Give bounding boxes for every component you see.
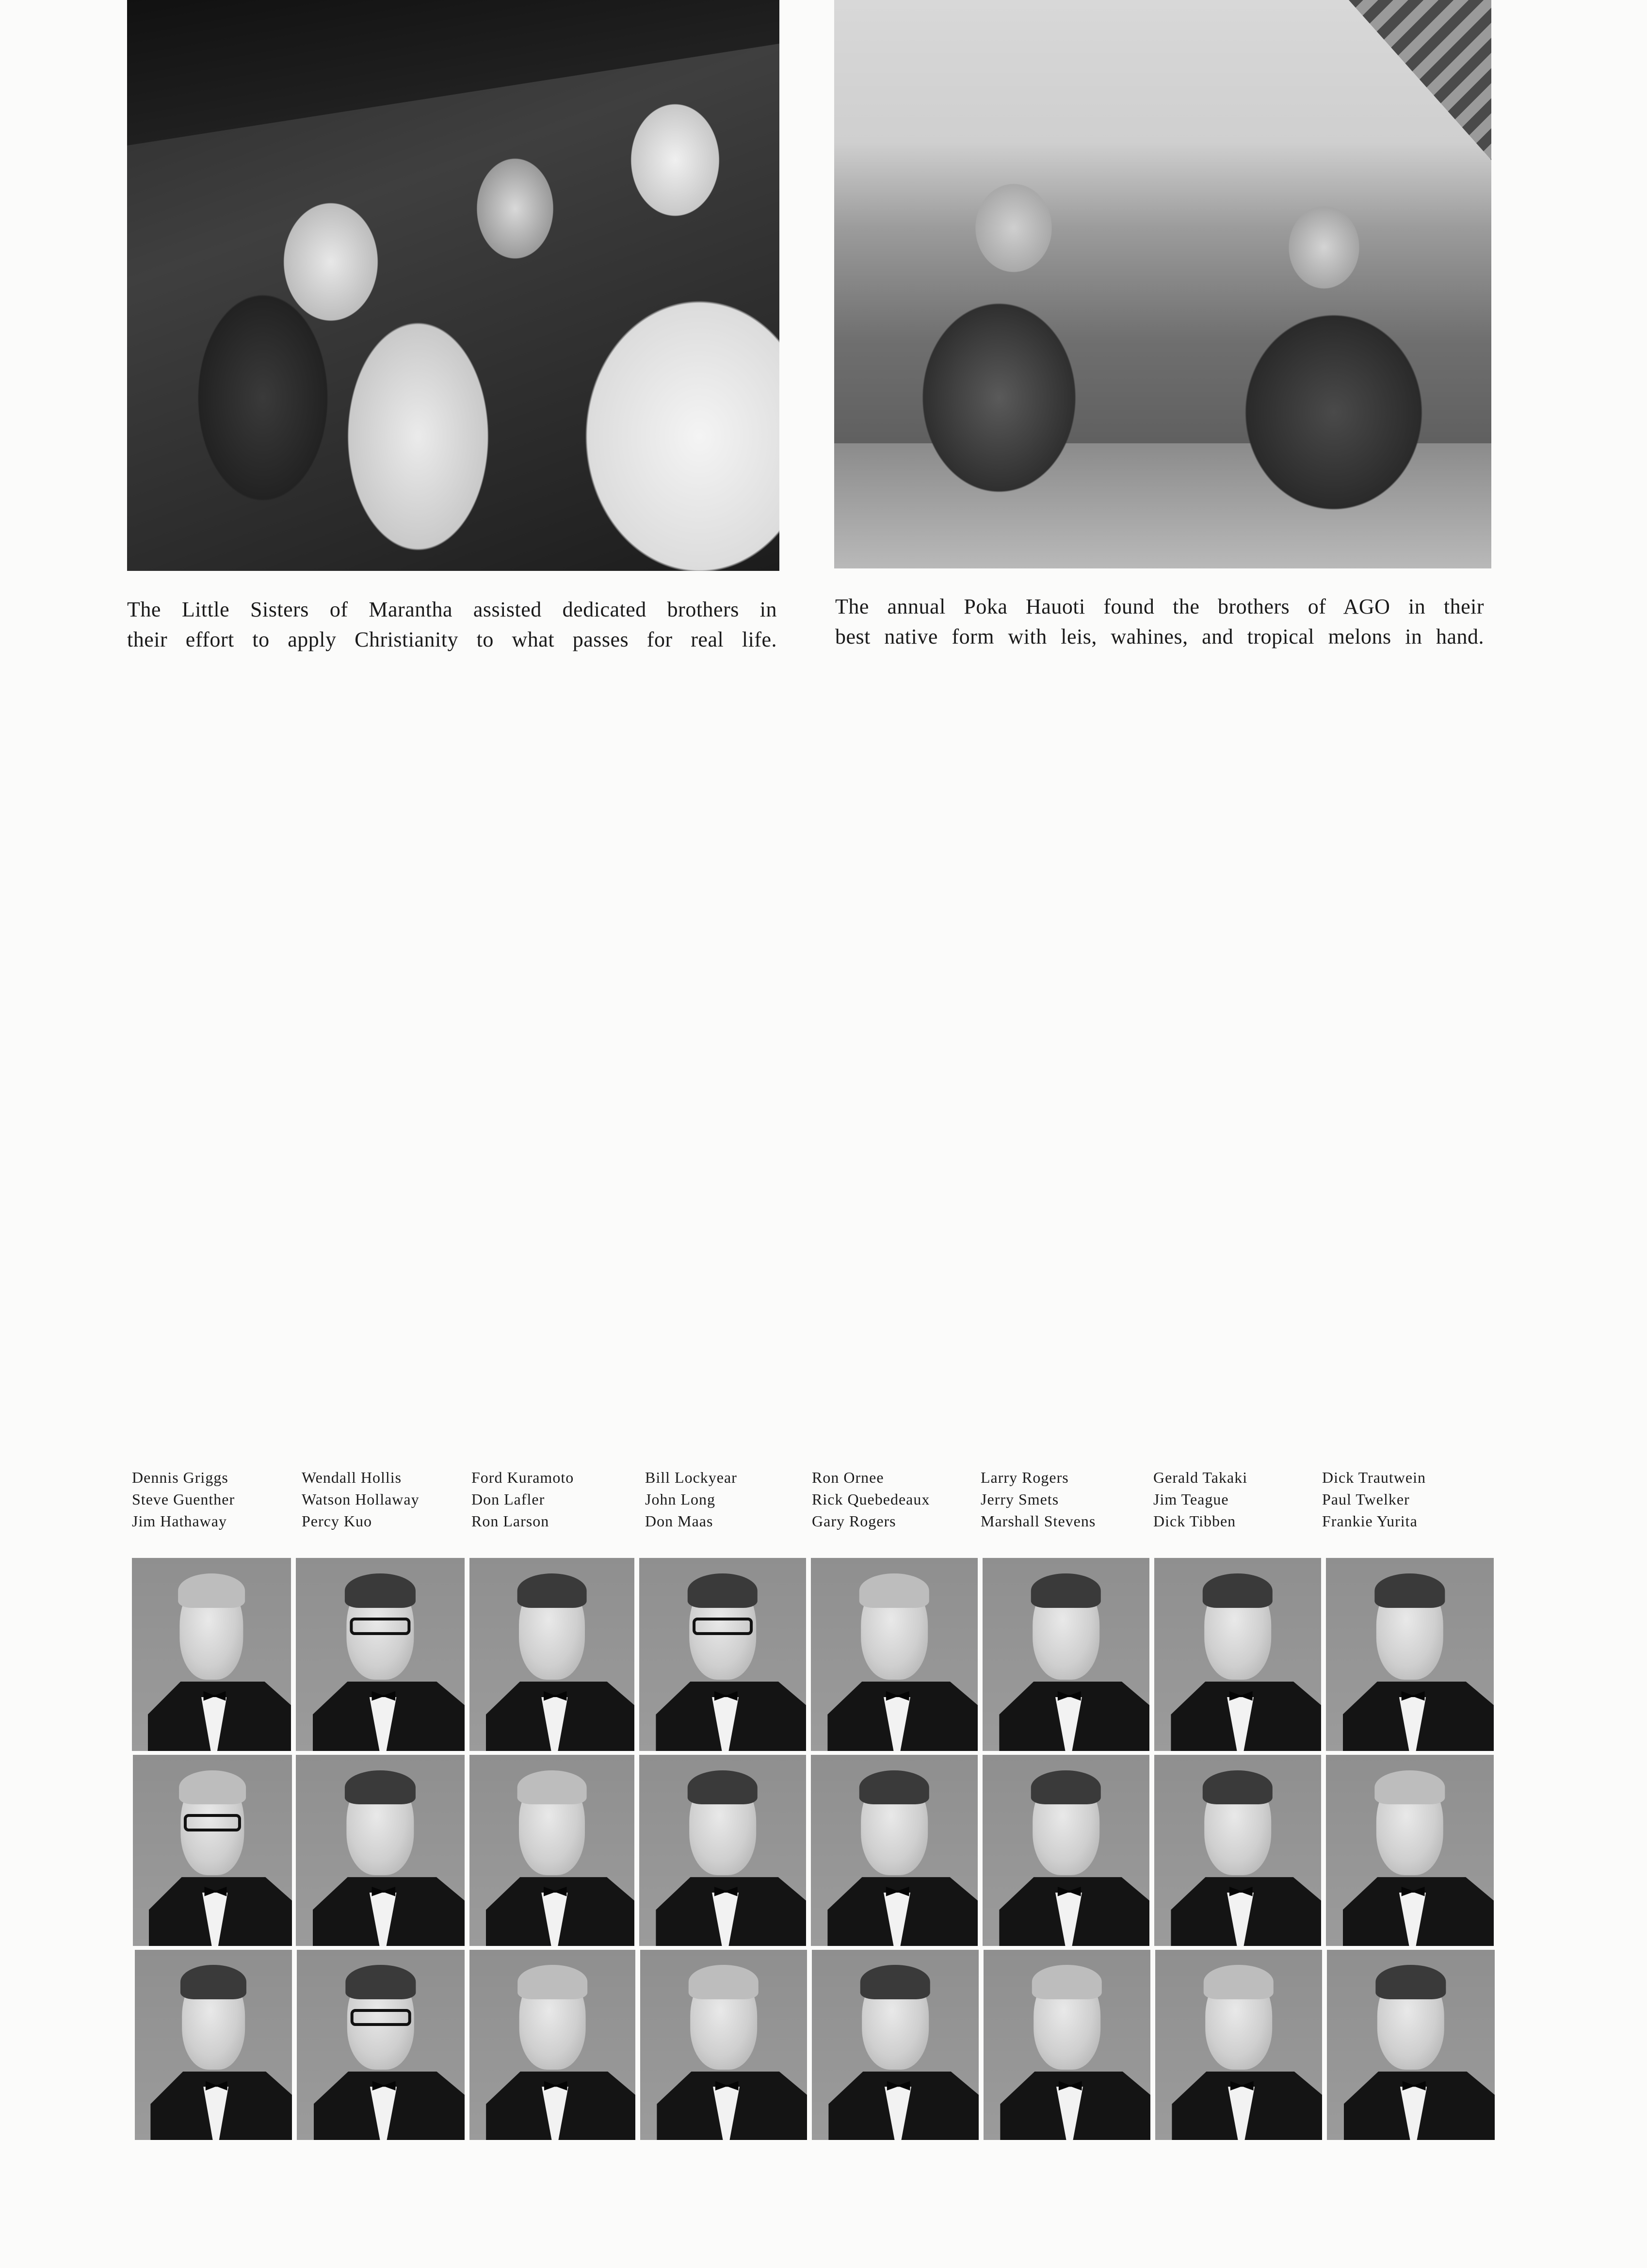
portrait-photo (811, 1558, 978, 1751)
member-name: Dick Tibben (1153, 1512, 1236, 1530)
member-name: Marshall Stevens (981, 1512, 1096, 1530)
portrait-photo (1327, 1950, 1495, 2140)
portrait-photo (1154, 1558, 1321, 1751)
portrait-photo (133, 1755, 292, 1946)
member-name: Don Maas (645, 1512, 713, 1530)
caption-left-line-1: The Little Sisters of Marantha assisted dedicated brothers in (127, 598, 777, 621)
name-column-5 (812, 1467, 930, 1532)
member-name: Gary Rogers (812, 1512, 896, 1530)
portrait-photo (984, 1950, 1150, 2140)
member-name: Bill Lockyear (645, 1469, 737, 1486)
photo-background (127, 0, 779, 146)
name-column-6 (981, 1467, 1096, 1532)
caption-right-line-1: The annual Poka Hauoti found the brothers of AGO in their (835, 595, 1484, 618)
portrait-photo (135, 1950, 292, 2140)
caption-right-line-2: best native form with leis, wahines, and tropical melons in hand. (835, 625, 1484, 648)
member-name: Don Lafler (471, 1490, 545, 1508)
portrait-photo (469, 1558, 634, 1751)
portrait-photo (132, 1558, 291, 1751)
member-name: Ford Kuramoto (471, 1469, 574, 1486)
member-name: Wendall Hollis (302, 1469, 402, 1486)
portrait-photo (296, 1755, 465, 1946)
member-name: Jim Teague (1153, 1490, 1229, 1508)
member-name: Rick Quebedeaux (812, 1490, 930, 1508)
member-name: Watson Hollaway (302, 1490, 420, 1508)
portrait-photo (297, 1950, 465, 2140)
name-column-8 (1322, 1467, 1426, 1532)
caption-left-line-2: their effort to apply Christianity to what passes for real life. (127, 628, 777, 651)
name-column-2 (302, 1467, 420, 1532)
portrait-photo (1154, 1755, 1321, 1946)
portrait-photo (812, 1950, 979, 2140)
member-name: Ron Larson (471, 1512, 549, 1530)
member-name: Paul Twelker (1322, 1490, 1410, 1508)
name-column-4 (645, 1467, 737, 1532)
member-name: Frankie Yurita (1322, 1512, 1418, 1530)
member-name: Jerry Smets (981, 1490, 1059, 1508)
portrait-photo (639, 1558, 806, 1751)
photo-little-sisters-singing (127, 0, 779, 571)
caption-right (835, 592, 1484, 652)
portrait-photo (469, 1755, 634, 1946)
member-name: Larry Rogers (981, 1469, 1069, 1486)
portrait-photo (811, 1755, 978, 1946)
member-name: Percy Kuo (302, 1512, 372, 1530)
portrait-photo (640, 1950, 807, 2140)
photo-poka-hauoti-luau (834, 0, 1491, 568)
portrait-photo (296, 1558, 465, 1751)
portrait-photo (1326, 1558, 1494, 1751)
portrait-photo (639, 1755, 806, 1946)
caption-left (127, 595, 777, 655)
portrait-photo (1155, 1950, 1322, 2140)
portrait-photo (983, 1755, 1149, 1946)
name-column-3 (471, 1467, 574, 1532)
portrait-photo (469, 1950, 635, 2140)
member-name: Dennis Griggs (132, 1469, 228, 1486)
portrait-photo (1326, 1755, 1494, 1946)
member-name: Steve Guenther (132, 1490, 235, 1508)
member-name: Jim Hathaway (132, 1512, 227, 1530)
portrait-photo (983, 1558, 1149, 1751)
member-name: Ron Ornee (812, 1469, 884, 1486)
member-name: Dick Trautwein (1322, 1469, 1426, 1486)
photo-umbrella (1288, 0, 1491, 160)
member-name: John Long (645, 1490, 715, 1508)
name-column-7 (1153, 1467, 1247, 1532)
name-column-1 (132, 1467, 235, 1532)
member-name: Gerald Takaki (1153, 1469, 1248, 1486)
